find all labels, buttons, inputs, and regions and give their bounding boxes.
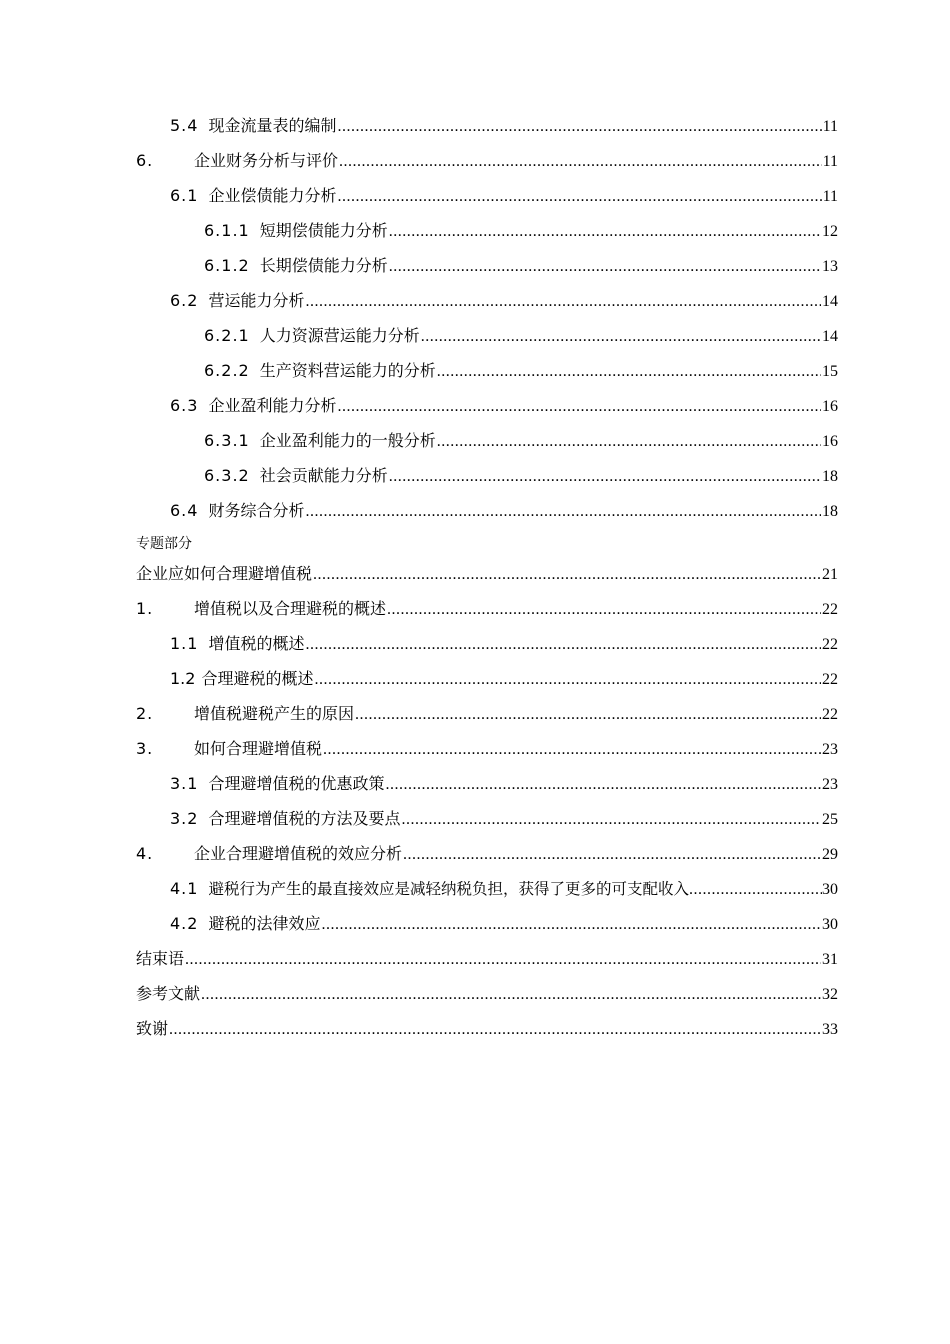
toc-entry-page: 13 xyxy=(822,258,838,275)
toc-entry-title: 企业财务分析与评价 xyxy=(194,151,339,170)
toc-dot-leader xyxy=(389,221,821,242)
toc-dot-leader xyxy=(305,291,821,312)
toc-entry-title: 企业盈利能力分析 xyxy=(208,396,337,415)
toc-entry-page: 14 xyxy=(822,293,838,310)
toc-dot-leader xyxy=(389,256,821,277)
toc-entry[interactable] xyxy=(170,669,838,690)
toc-entry[interactable] xyxy=(136,599,838,620)
toc-entry-title: 企业合理避增值税的效应分析 xyxy=(194,844,403,863)
toc-entry-title: 人力资源营运能力分析 xyxy=(259,326,420,345)
toc-dot-leader xyxy=(337,396,821,417)
toc-entry-title: 避税的法律效应 xyxy=(208,914,321,933)
toc-entry-title: 生产资料营运能力的分析 xyxy=(259,361,436,380)
toc-entry-page: 22 xyxy=(822,706,838,723)
toc-entry[interactable] xyxy=(170,914,838,935)
toc-entry-title: 合理避税的概述 xyxy=(201,669,314,688)
toc-entry-page: 14 xyxy=(822,328,838,345)
toc-entry-title: 增值税以及合理避税的概述 xyxy=(194,599,387,618)
toc-entry[interactable] xyxy=(204,466,838,487)
toc-dot-leader xyxy=(689,879,822,900)
toc-entry-number: 6.1 xyxy=(170,186,199,205)
toc-entry-number: 1.1 xyxy=(170,634,199,653)
toc-entry[interactable] xyxy=(170,501,838,522)
toc-entry-page: 32 xyxy=(822,986,838,1003)
toc-entry-page: 33 xyxy=(822,1021,838,1038)
toc-entry-number: 6. xyxy=(136,151,154,170)
toc-entry[interactable] xyxy=(170,116,838,137)
toc-entry-page: 16 xyxy=(822,398,838,415)
toc-entry[interactable] xyxy=(204,221,838,242)
toc-dot-leader xyxy=(185,949,821,970)
toc-dot-leader xyxy=(169,1019,821,1040)
toc-entry-page: 22 xyxy=(822,671,838,688)
toc-entry-title: 合理避增值税的方法及要点 xyxy=(208,809,401,828)
toc-dot-leader xyxy=(337,186,821,207)
toc-entry[interactable] xyxy=(170,186,838,207)
toc-entry[interactable] xyxy=(170,291,838,312)
toc-entry-number: 6.2 xyxy=(170,291,199,310)
toc-entry-title: 合理避增值税的优惠政策 xyxy=(208,774,385,793)
toc-entry[interactable] xyxy=(136,844,838,865)
toc-entry-title: 财务综合分析 xyxy=(208,501,305,520)
toc-entry-title: 参考文献 xyxy=(136,984,201,1003)
toc-entry-page: 21 xyxy=(822,566,838,583)
toc-entry[interactable] xyxy=(170,809,838,830)
toc-dot-leader xyxy=(355,704,821,725)
toc-entry-page: 12 xyxy=(822,223,838,240)
toc-entry-title: 长期偿债能力分析 xyxy=(259,256,388,275)
toc-dot-leader xyxy=(313,564,821,585)
toc-entry-number: 3.1 xyxy=(170,774,199,793)
toc-entry[interactable] xyxy=(136,1019,838,1040)
toc-entry[interactable] xyxy=(204,256,838,277)
toc-entry-number: 6.2.2 xyxy=(204,361,250,380)
toc-entry-title: 营运能力分析 xyxy=(208,291,305,310)
toc-entry-number: 4. xyxy=(136,844,154,863)
toc-entry-number: 3.2 xyxy=(170,809,199,828)
toc-entry-number: 6.3 xyxy=(170,396,199,415)
toc-entry-number: 4.1 xyxy=(170,879,199,898)
toc-entry-page: 18 xyxy=(822,468,838,485)
toc-entry[interactable] xyxy=(136,704,838,725)
toc-dot-leader xyxy=(339,151,822,172)
toc-entry-title: 增值税的概述 xyxy=(208,634,305,653)
toc-entry-title: 如何合理避增值税 xyxy=(194,739,323,758)
toc-entry-title: 企业应如何合理避增值税 xyxy=(136,564,313,583)
toc-dot-leader xyxy=(389,466,821,487)
toc-entry-number: 5.4 xyxy=(170,116,199,135)
toc-entry[interactable] xyxy=(136,949,838,970)
toc-entry-number: 4.2 xyxy=(170,914,199,933)
toc-dot-leader xyxy=(437,431,821,452)
toc-entry-page: 30 xyxy=(822,881,838,898)
toc-dot-leader xyxy=(323,739,821,760)
toc-entry-number: 6.4 xyxy=(170,501,199,520)
toc-entry-number: 6.3.2 xyxy=(204,466,250,485)
toc-entry-page: 15 xyxy=(822,363,838,380)
toc-entry-number: 6.2.1 xyxy=(204,326,250,345)
toc-entry-number: 6.1.1 xyxy=(204,221,250,240)
toc-dot-leader xyxy=(437,361,821,382)
toc-entry-page: 11 xyxy=(822,118,838,135)
toc-entry-number: 6.3.1 xyxy=(204,431,250,450)
toc-entry-page: 11 xyxy=(822,153,838,170)
toc-entry-page: 30 xyxy=(822,916,838,933)
toc-entry-title: 企业偿债能力分析 xyxy=(208,186,337,205)
toc-entry-title: 现金流量表的编制 xyxy=(208,116,337,135)
toc-entry[interactable] xyxy=(136,739,838,760)
toc-entry[interactable] xyxy=(204,361,838,382)
toc-entry-title: 结束语 xyxy=(136,949,185,968)
toc-entry-page: 22 xyxy=(822,601,838,618)
toc-dot-leader xyxy=(314,669,821,690)
toc-entry-title: 致谢 xyxy=(136,1019,169,1038)
toc-dot-leader xyxy=(321,914,821,935)
toc-entry-title: 社会贡献能力分析 xyxy=(259,466,388,485)
toc-entry-page: 11 xyxy=(822,188,838,205)
toc-entry-title: 避税行为产生的最直接效应是减轻纳税负担，获得了更多的可支配收入 xyxy=(208,880,689,898)
toc-entry[interactable] xyxy=(204,326,838,347)
toc-entry-page: 23 xyxy=(822,741,838,758)
toc-dot-leader xyxy=(401,809,821,830)
toc-entry[interactable] xyxy=(170,396,838,417)
toc-entry-page: 25 xyxy=(822,811,838,828)
toc-entry-title: 增值税避税产生的原因 xyxy=(194,704,355,723)
section-heading-special-topic: 专题部分 xyxy=(136,536,192,552)
toc-entry[interactable] xyxy=(170,879,838,900)
toc-dot-leader xyxy=(421,326,821,347)
toc-entry-page: 23 xyxy=(822,776,838,793)
toc-entry-title: 企业盈利能力的一般分析 xyxy=(259,431,436,450)
toc-entry-title: 短期偿债能力分析 xyxy=(259,221,388,240)
toc-entry[interactable] xyxy=(136,151,838,172)
toc-entry-page: 16 xyxy=(822,433,838,450)
toc-entry-number: 2. xyxy=(136,704,154,723)
toc-entry-number: 6.1.2 xyxy=(204,256,250,275)
toc-entry[interactable] xyxy=(204,431,838,452)
toc-entry-page: 18 xyxy=(822,503,838,520)
toc-dot-leader xyxy=(385,774,821,795)
toc-dot-leader xyxy=(305,634,821,655)
toc-entry-page: 29 xyxy=(822,846,838,863)
toc-entry-page: 22 xyxy=(822,636,838,653)
toc-dot-leader xyxy=(403,844,821,865)
toc-entry[interactable] xyxy=(170,634,838,655)
toc-dot-leader xyxy=(337,116,821,137)
toc-entry-number: 1. xyxy=(136,599,154,618)
toc-dot-leader xyxy=(305,501,821,522)
toc-entry-number: 3. xyxy=(136,739,154,758)
toc-entry[interactable] xyxy=(170,774,838,795)
toc-dot-leader xyxy=(387,599,821,620)
toc-entry[interactable] xyxy=(136,564,838,585)
toc-dot-leader xyxy=(201,984,821,1005)
toc-entry-page: 31 xyxy=(822,951,838,968)
toc-entry[interactable] xyxy=(136,984,838,1005)
toc-entry-number: 1.2 xyxy=(170,669,196,688)
